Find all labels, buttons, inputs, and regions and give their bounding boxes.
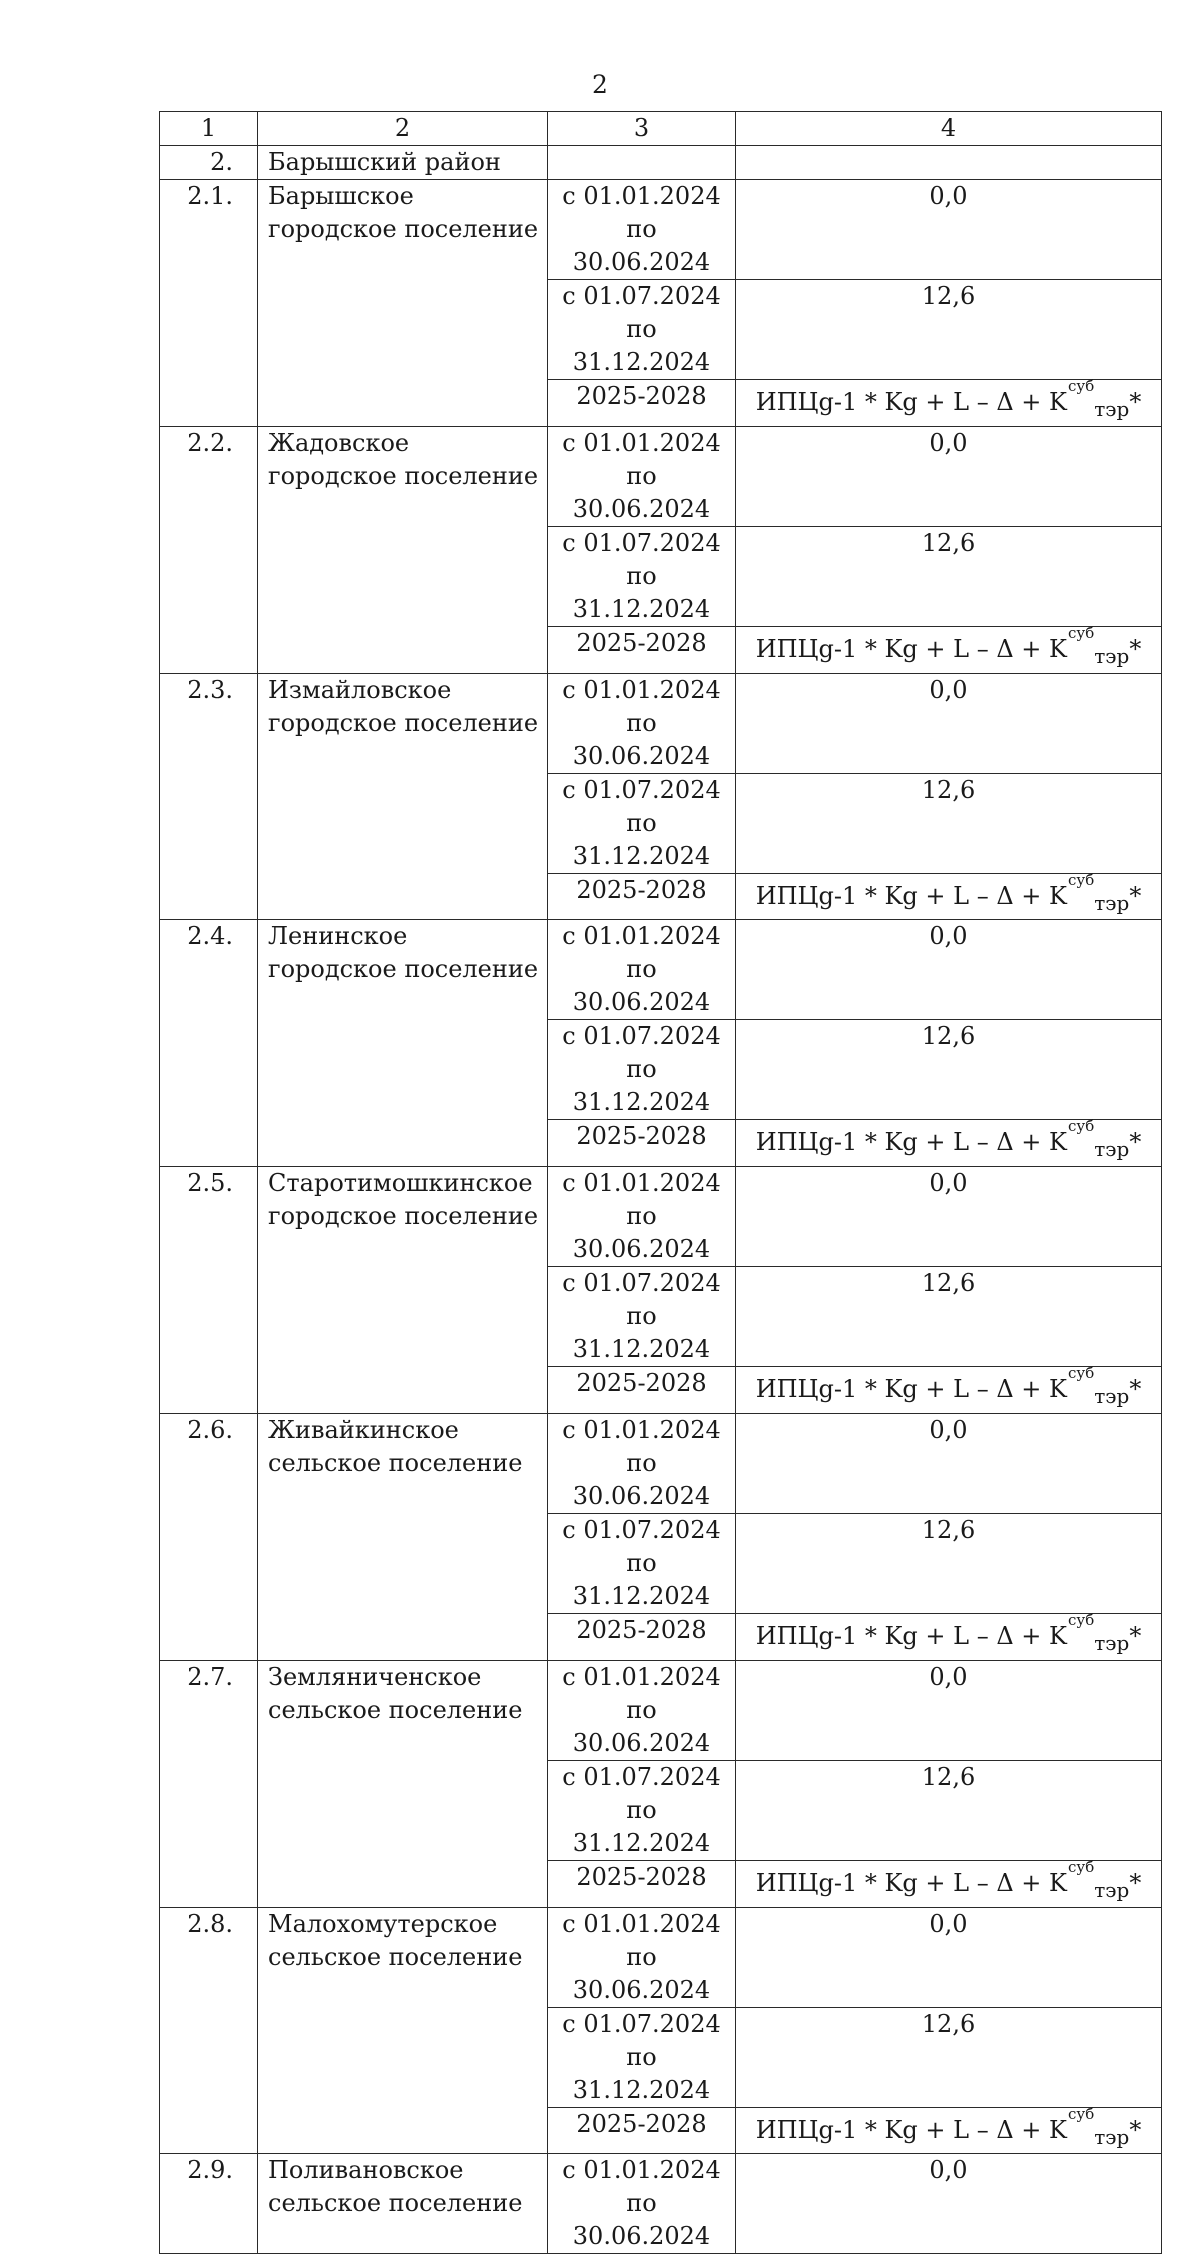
settlement-name: Земляниченское сельское поселение — [258, 1660, 548, 1907]
formula-subscript: тэр — [1094, 890, 1130, 915]
period-cell: с 01.07.2024 по 31.12.2024 — [548, 280, 736, 380]
formula-cell — [736, 623, 1162, 673]
table-row — [160, 1167, 1162, 1267]
period-cell: с 01.07.2024 по 31.12.2024 — [548, 2007, 736, 2107]
header-col-2: 2 — [258, 112, 548, 146]
formula-superscript: суб — [1067, 870, 1095, 889]
formula-cell — [736, 1364, 1162, 1414]
formula-superscript: суб — [1067, 1610, 1095, 1629]
settlement-number: 2.2. — [160, 426, 258, 673]
formula-cell — [736, 2104, 1162, 2154]
settlement-number: 2.9. — [160, 2154, 258, 2254]
value-cell: 0,0 — [736, 2154, 1162, 2254]
period-cell: с 01.07.2024 по 31.12.2024 — [548, 1760, 736, 1860]
settlement-number: 2.6. — [160, 1413, 258, 1660]
tariff-table-body — [160, 112, 1162, 2254]
period-cell: с 01.01.2024 по 30.06.2024 — [548, 180, 736, 280]
formula-superscript: суб — [1067, 377, 1095, 395]
formula-main: ИПЦg-1 * Kg + L – Δ + K — [755, 881, 1067, 910]
header-col-4: 4 — [736, 112, 1162, 146]
settlement-name: Старотимошкинское городское поселение — [258, 1167, 548, 1414]
period-cell: с 01.01.2024 по 30.06.2024 — [548, 1907, 736, 2007]
formula-tail: * — [1129, 881, 1142, 910]
period-cell: с 01.01.2024 по 30.06.2024 — [548, 2154, 736, 2254]
settlement-number: 2.8. — [160, 1907, 258, 2154]
period-cell: 2025-2028 — [548, 2107, 736, 2154]
period-cell: с 01.07.2024 по 31.12.2024 — [548, 1020, 736, 1120]
settlement-number: 2.7. — [160, 1660, 258, 1907]
value-cell: 0,0 — [736, 673, 1162, 773]
period-cell: 2025-2028 — [548, 1613, 736, 1660]
formula-main: ИПЦg-1 * Kg + L – Δ + K — [755, 2115, 1067, 2144]
tariff-table — [159, 111, 1162, 2254]
formula-tail: * — [1129, 2115, 1142, 2144]
value-cell: 12,6 — [736, 526, 1162, 626]
period-cell: с 01.01.2024 по 30.06.2024 — [548, 673, 736, 773]
period-cell: с 01.01.2024 по 30.06.2024 — [548, 1167, 736, 1267]
period-cell: 2025-2028 — [548, 380, 736, 427]
table-row — [160, 920, 1162, 1020]
formula-subscript: тэр — [1094, 2124, 1130, 2149]
value-cell: 0,0 — [736, 1907, 1162, 2007]
period-cell: с 01.01.2024 по 30.06.2024 — [548, 920, 736, 1020]
formula-tail: * — [1129, 1621, 1142, 1650]
settlement-name: Измайловское городское поселение — [258, 673, 548, 920]
value-cell: 0,0 — [736, 180, 1162, 280]
table-row — [160, 673, 1162, 773]
settlement-name: Ленинское городское поселение — [258, 920, 548, 1167]
formula-cell — [736, 1610, 1162, 1660]
period-cell: с 01.07.2024 по 31.12.2024 — [548, 1267, 736, 1367]
settlement-number: 2.1. — [160, 180, 258, 427]
header-row — [160, 112, 1162, 146]
district-value-cell — [736, 146, 1162, 180]
district-row — [160, 146, 1162, 180]
formula-tail: * — [1129, 1868, 1142, 1897]
period-cell: 2025-2028 — [548, 1367, 736, 1414]
formula-subscript: тэр — [1094, 643, 1130, 668]
formula-main: ИПЦg-1 * Kg + L – Δ + K — [755, 388, 1067, 416]
settlement-name: Живайкинское сельское поселение — [258, 1413, 548, 1660]
page-number: 2 — [592, 70, 608, 99]
table-row — [160, 426, 1162, 526]
table-row — [160, 2154, 1162, 2254]
table-row — [160, 1660, 1162, 1760]
period-cell: 2025-2028 — [548, 1860, 736, 1907]
table-row — [160, 1907, 1162, 2007]
formula-main: ИПЦg-1 * Kg + L – Δ + K — [755, 1128, 1067, 1157]
formula-main: ИПЦg-1 * Kg + L – Δ + K — [755, 1621, 1067, 1650]
value-cell: 0,0 — [736, 1413, 1162, 1513]
formula-cell — [736, 870, 1162, 920]
district-name: Барышский район — [258, 146, 548, 180]
period-cell: 2025-2028 — [548, 1120, 736, 1167]
settlement-name: Барышское городское поселение — [258, 180, 548, 427]
value-cell: 12,6 — [736, 280, 1162, 380]
period-cell: с 01.01.2024 по 30.06.2024 — [548, 1660, 736, 1760]
table-row — [160, 1413, 1162, 1513]
settlement-name: Малохомутерское сельское поселение — [258, 1907, 548, 2154]
value-cell: 12,6 — [736, 2007, 1162, 2107]
formula-subscript: тэр — [1094, 396, 1130, 421]
table-row — [160, 180, 1162, 280]
settlement-name: Жадовское городское поселение — [258, 426, 548, 673]
formula-subscript: тэр — [1094, 1137, 1130, 1162]
formula-main: ИПЦg-1 * Kg + L – Δ + K — [755, 634, 1067, 663]
header-col-3: 3 — [548, 112, 736, 146]
formula-subscript: тэр — [1094, 1630, 1130, 1655]
settlement-number: 2.4. — [160, 920, 258, 1167]
period-cell: с 01.07.2024 по 31.12.2024 — [548, 1513, 736, 1613]
period-cell: с 01.01.2024 по 30.06.2024 — [548, 426, 736, 526]
period-cell: 2025-2028 — [548, 626, 736, 673]
period-cell: с 01.07.2024 по 31.12.2024 — [548, 773, 736, 873]
settlement-number: 2.5. — [160, 1167, 258, 1414]
formula-subscript: тэр — [1094, 1877, 1130, 1902]
formula-tail: * — [1129, 1375, 1142, 1404]
value-cell: 0,0 — [736, 1167, 1162, 1267]
formula-superscript: суб — [1067, 2104, 1095, 2123]
formula-subscript: тэр — [1094, 1383, 1130, 1408]
district-period-cell — [548, 146, 736, 180]
value-cell: 0,0 — [736, 426, 1162, 526]
formula-tail: * — [1129, 388, 1142, 416]
formula-cell — [736, 1857, 1162, 1907]
period-cell: с 01.01.2024 по 30.06.2024 — [548, 1413, 736, 1513]
formula-cell — [736, 377, 1162, 427]
formula-superscript: суб — [1067, 1364, 1095, 1383]
value-cell: 12,6 — [736, 773, 1162, 873]
formula-superscript: суб — [1067, 1117, 1095, 1136]
formula-superscript: суб — [1067, 1857, 1095, 1876]
formula-superscript: суб — [1067, 623, 1095, 642]
value-cell: 12,6 — [736, 1020, 1162, 1120]
header-col-1: 1 — [160, 112, 258, 146]
formula-tail: * — [1129, 634, 1142, 663]
settlement-number: 2.3. — [160, 673, 258, 920]
settlement-name: Поливановское сельское поселение — [258, 2154, 548, 2254]
value-cell: 0,0 — [736, 1660, 1162, 1760]
value-cell: 12,6 — [736, 1513, 1162, 1613]
formula-cell — [736, 1117, 1162, 1167]
formula-main: ИПЦg-1 * Kg + L – Δ + K — [755, 1375, 1067, 1404]
district-number: 2. — [160, 146, 258, 180]
formula-main: ИПЦg-1 * Kg + L – Δ + K — [755, 1868, 1067, 1897]
period-cell: 2025-2028 — [548, 873, 736, 920]
formula-tail: * — [1129, 1128, 1142, 1157]
value-cell: 0,0 — [736, 920, 1162, 1020]
value-cell: 12,6 — [736, 1760, 1162, 1860]
value-cell: 12,6 — [736, 1267, 1162, 1367]
period-cell: с 01.07.2024 по 31.12.2024 — [548, 526, 736, 626]
